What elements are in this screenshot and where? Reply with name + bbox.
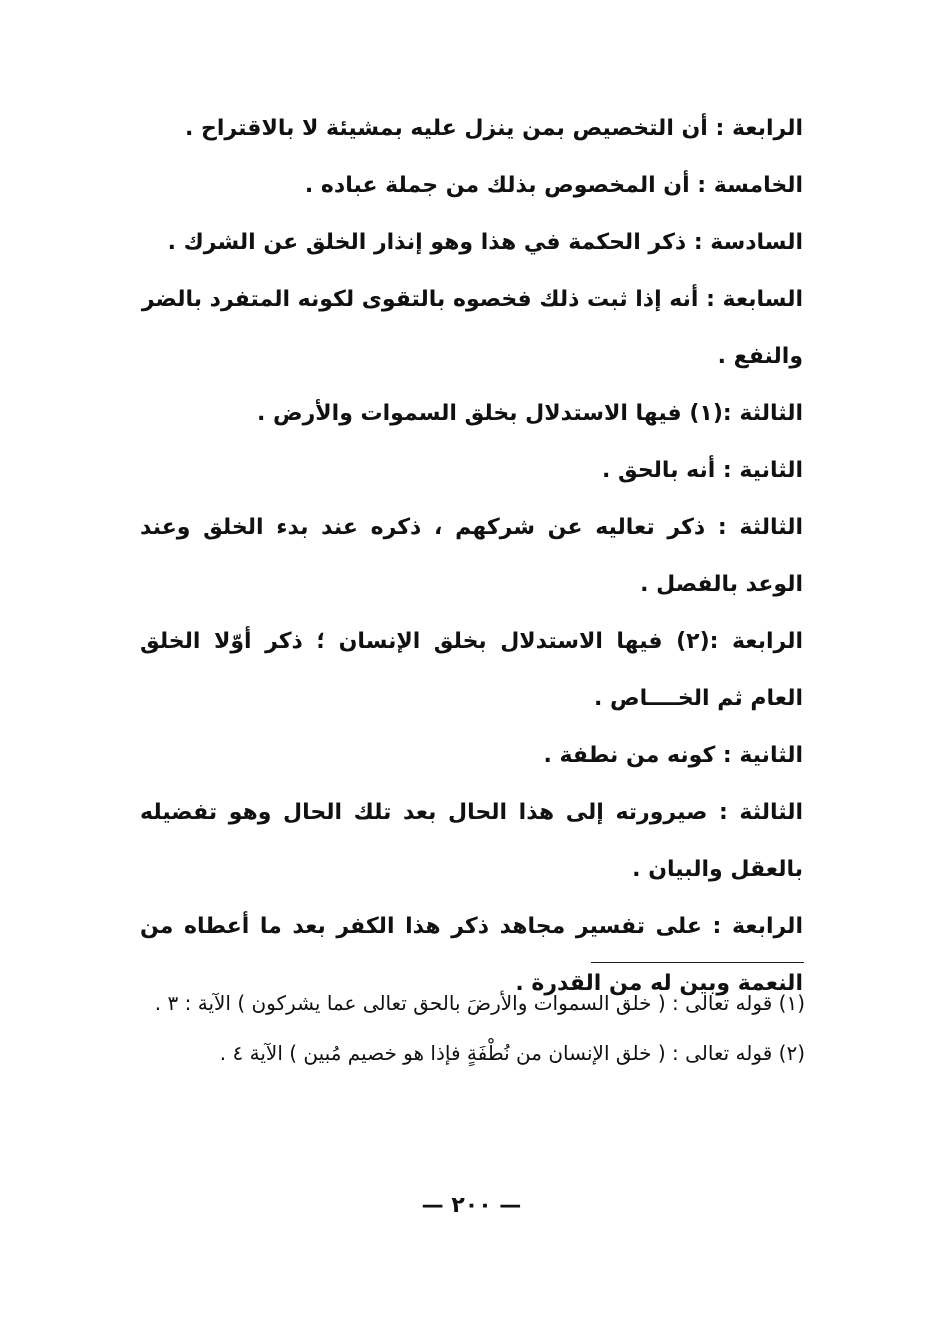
main-text — [140, 100, 803, 1012]
paragraph: الثالثة : ذكر تعاليه عن شركهم ، ذكره عند بدء الخلق وعند الوعد بالفصل . — [140, 515, 803, 597]
paragraph: السابعة : أنه إذا ثبت ذلك فخصوه بالتقوى لكونه المتفرد بالضر والنفع . — [141, 287, 803, 369]
paragraph: الثانية : كونه من نطفة . — [543, 743, 803, 768]
paragraph: الرابعة : على تفسير مجاهد ذكر هذا الكفر بعد ما أعطاه من النعمة وبين له من القدرة . — [140, 914, 803, 996]
footnote: (١) قوله تعالى : ( خلق السموات والأرضَ بالحق تعالى عما يشركون ) الآية : ٣ . — [154, 991, 805, 1015]
paragraph: الرابعة : أن التخصيص بمن ينزل عليه بمشيئة لا بالاقتراح . — [184, 116, 803, 141]
paragraph: الخامسة : أن المخصوص بذلك من جملة عباده . — [304, 173, 803, 198]
paragraph: السادسة : ذكر الحكمة في هذا وهو إنذار الخلق عن الشرك . — [167, 230, 803, 255]
paragraph: الرابعة :(٢) فيها الاستدلال بخلق الإنسان ؛ ذكر أوّلا الخلق العام ثم الخــــاص . — [140, 629, 803, 711]
footnotes — [150, 982, 805, 1082]
paragraph: الثانية : أنه بالحق . — [601, 458, 803, 483]
paragraph: الثالثة : صيرورته إلى هذا الحال بعد تلك الحال وهو تفضيله بالعقل والبيان . — [140, 800, 803, 882]
footnote-separator — [591, 962, 804, 963]
page-number: — ٢٠٠ — — [421, 1193, 522, 1218]
footnote: (٢) قوله تعالى : ( خلق الإنسان من نُطْفَةٍ فإذا هو خصيم مُبين ) الآية ٤ . — [219, 1041, 805, 1065]
paragraph: الثالثة :(١) فيها الاستدلال بخلق السموات والأرض . — [257, 401, 803, 426]
